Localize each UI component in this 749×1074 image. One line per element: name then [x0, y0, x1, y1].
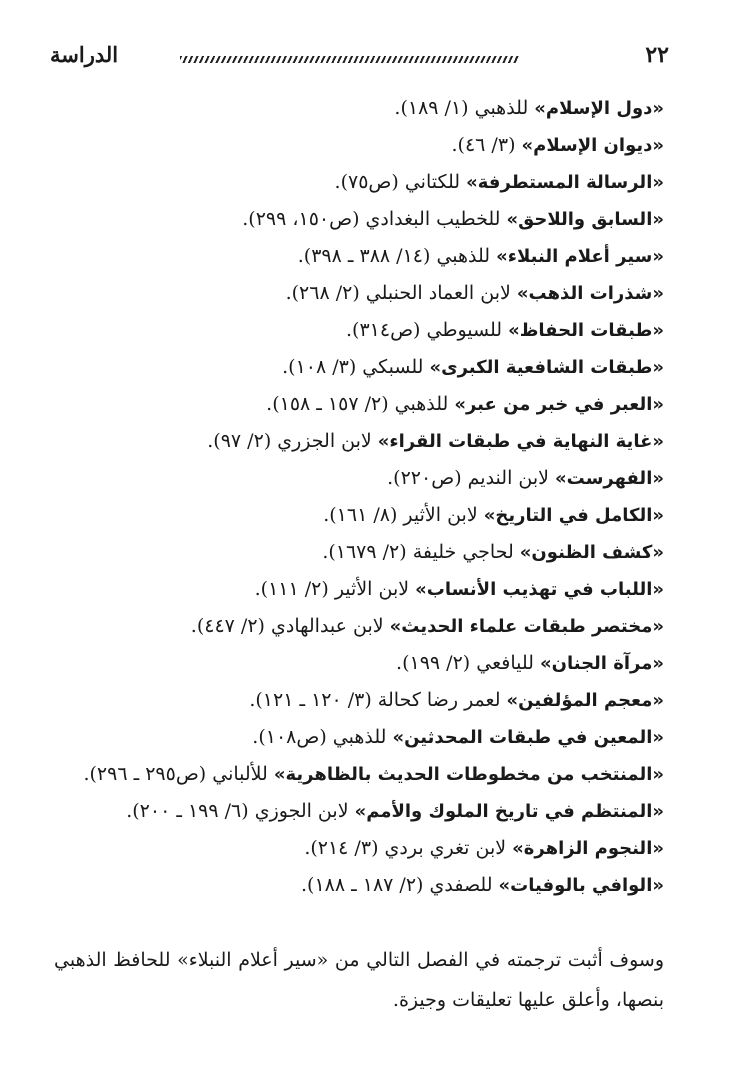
reference-details: للسيوطي (ص٣١٤).	[345, 319, 509, 341]
reference-item	[64, 719, 664, 756]
reference-details: للذهبي (ص١٠٨).	[252, 726, 393, 748]
reference-item	[64, 608, 664, 645]
reference-details: للكتاني (ص٧٥).	[334, 171, 467, 193]
reference-details: لابن عبدالهادي (٢/ ٤٤٧).	[190, 615, 390, 637]
closing-paragraph: وسوف أثبت ترجمته في الفصل التالي من «سير أعلام النبلاء» للحافظ الذهبي بنصها، وأعلق عليها تعليقات وجيزة.	[54, 949, 664, 1011]
reference-title: «طبقات الحفاظ»	[508, 320, 664, 341]
reference-details: لابن تغري بردي (٣/ ٢١٤).	[304, 837, 513, 859]
reference-item	[64, 312, 664, 349]
header-rule	[180, 56, 519, 63]
reference-details: لابن الأثير (٨/ ١٦١).	[323, 504, 484, 526]
reference-details: لابن الجزري (٢/ ٩٧).	[207, 430, 378, 452]
reference-title: «الرسالة المستطرفة»	[466, 172, 664, 193]
reference-details: لابن العماد الحنبلي (٢/ ٢٦٨).	[285, 282, 517, 304]
reference-item	[64, 164, 664, 201]
reference-title: «النجوم الزاهرة»	[512, 838, 664, 859]
reference-title: «دول الإسلام»	[534, 98, 664, 119]
reference-item	[64, 534, 664, 571]
reference-item	[64, 349, 664, 386]
reference-details: للخطيب البغدادي (ص١٥٠، ٢٩٩).	[242, 208, 507, 230]
reference-item	[64, 793, 664, 830]
reference-item	[64, 645, 664, 682]
reference-item	[64, 386, 664, 423]
reference-item	[64, 423, 664, 460]
reference-item	[64, 90, 664, 127]
reference-title: «كشف الظنون»	[519, 542, 664, 563]
reference-title: «العبر في خبر من عبر»	[454, 394, 664, 415]
reference-title: «الفهرست»	[555, 468, 664, 489]
reference-item	[64, 460, 664, 497]
reference-details: لعمر رضا كحالة (٣/ ١٢٠ ـ ١٢١).	[249, 689, 507, 711]
reference-details: للذهبي (٢/ ١٥٧ ـ ١٥٨).	[266, 393, 455, 415]
reference-details: للسبكي (٣/ ١٠٨).	[282, 356, 430, 378]
reference-title: «معجم المؤلفين»	[506, 690, 664, 711]
reference-title: «طبقات الشافعية الكبرى»	[429, 357, 664, 378]
reference-title: «سير أعلام النبلاء»	[496, 246, 664, 267]
reference-item	[64, 830, 664, 867]
page-number: ٢٢	[645, 42, 669, 68]
reference-item	[64, 127, 664, 164]
reference-details: للألباني (ص٢٩٥ ـ ٢٩٦).	[83, 763, 274, 785]
reference-details: لابن النديم (ص٢٢٠).	[387, 467, 556, 489]
reference-title: «شذرات الذهب»	[516, 283, 664, 304]
running-head: الدراسة	[50, 42, 119, 67]
reference-title: «مختصر طبقات علماء الحديث»	[389, 616, 664, 637]
reference-item	[64, 497, 664, 534]
reference-details: (٣/ ٤٦).	[451, 134, 522, 156]
reference-title: «ديوان الإسلام»	[521, 135, 664, 156]
reference-item	[64, 756, 664, 793]
reference-title: «الوافي بالوفيات»	[498, 875, 664, 896]
reference-details: لليافعي (٢/ ١٩٩).	[396, 652, 540, 674]
reference-title: «مرآة الجنان»	[539, 653, 664, 674]
reference-title: «غاية النهاية في طبقات القراء»	[377, 431, 664, 452]
reference-details: للذهبي (١٤/ ٣٨٨ ـ ٣٩٨).	[297, 245, 497, 267]
reference-title: «المنتظم في تاريخ الملوك والأمم»	[354, 801, 664, 822]
page-header	[50, 40, 669, 76]
reference-title: «المعين في طبقات المحدثين»	[392, 727, 664, 748]
reference-item	[64, 867, 664, 904]
reference-item	[64, 275, 664, 312]
reference-details: للذهبي (١/ ١٨٩).	[394, 97, 535, 119]
reference-title: «السابق واللاحق»	[506, 209, 664, 230]
reference-title: «اللباب في تهذيب الأنساب»	[415, 579, 664, 600]
reference-details: لحاجي خليفة (٢/ ١٦٧٩).	[322, 541, 520, 563]
reference-title: «المنتخب من مخطوطات الحديث بالظاهرية»	[273, 764, 664, 785]
reference-item	[64, 201, 664, 238]
reference-title: «الكامل في التاريخ»	[483, 505, 664, 526]
reference-item	[64, 571, 664, 608]
reference-details: لابن الجوزي (٦/ ١٩٩ ـ ٢٠٠).	[126, 800, 355, 822]
references-list	[64, 90, 664, 904]
reference-item	[64, 682, 664, 719]
reference-details: لابن الأثير (٢/ ١١١).	[254, 578, 416, 600]
reference-item	[64, 238, 664, 275]
reference-details: للصفدي (٢/ ١٨٧ ـ ١٨٨).	[301, 874, 499, 896]
